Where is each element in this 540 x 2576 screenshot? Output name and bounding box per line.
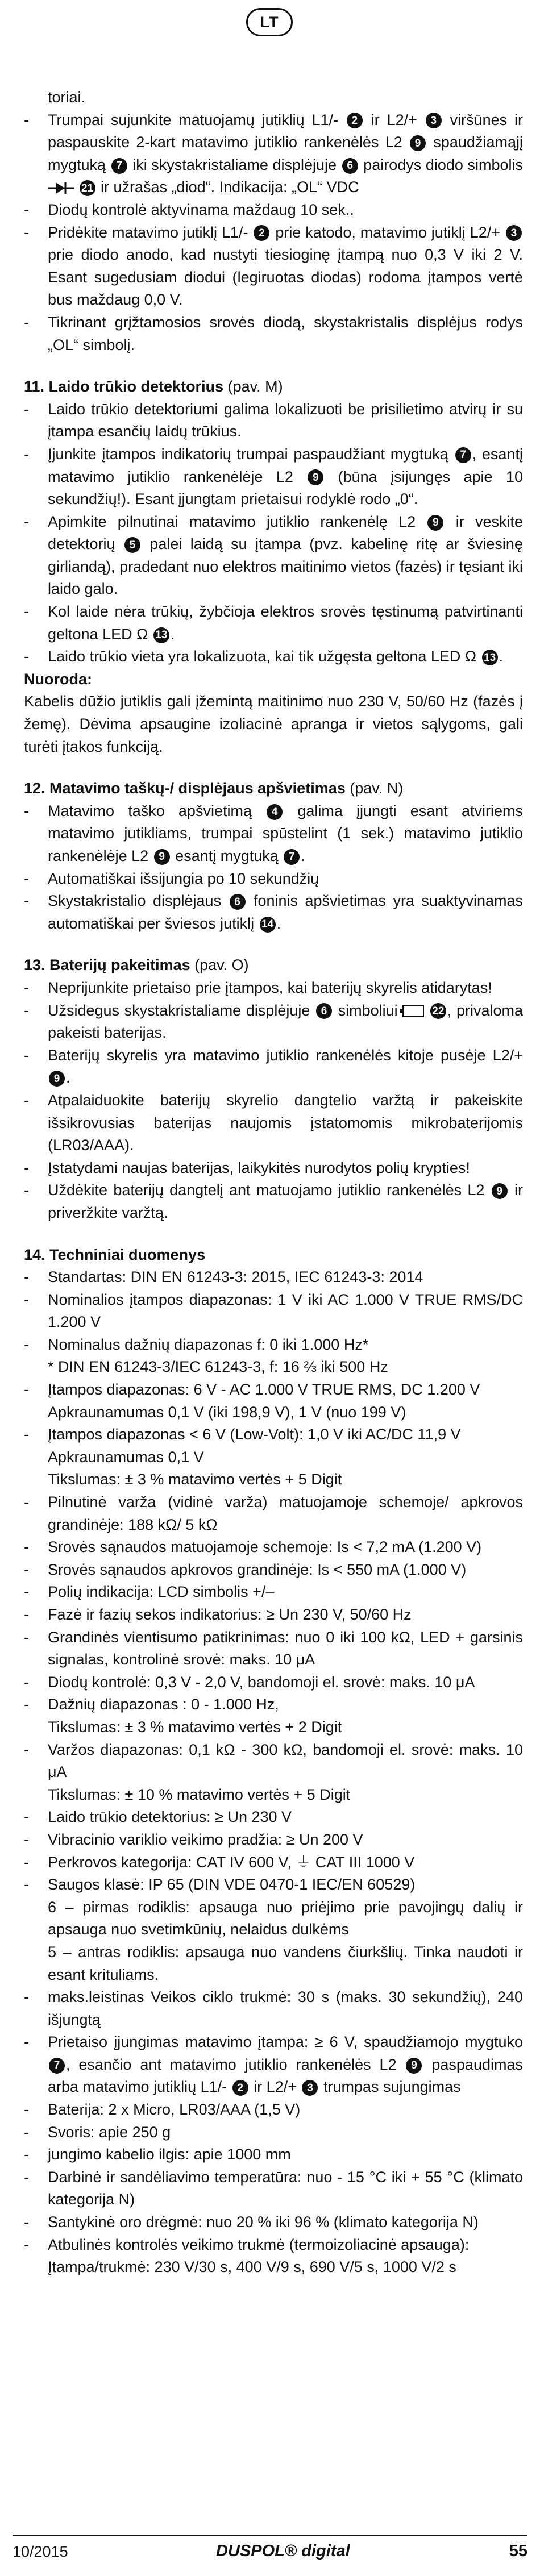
spec-item (24, 1424, 523, 1446)
text: . (499, 648, 504, 665)
text: prie diodo anodo, kad nustyti tiesioginę įtampą nuo 0,3 V iki 2 V. Esant sugedusiam diodui (legiruotas diodas) rodoma įtampos vertė bus maždaug 0,0 V. (48, 246, 523, 309)
spec-text: maks.leistinas Veikos ciklo trukmė: 30 s (maks. 30 sekundžių), 240 išjungtą (48, 1988, 523, 2028)
text: pairodys diodo simbolis (363, 156, 523, 173)
manual-content (24, 86, 523, 2279)
marker-9: 9 (427, 515, 443, 531)
spec-item (24, 1491, 523, 1536)
note-title: Nuoroda: (24, 670, 92, 688)
text: Laido trūkio vieta yra lokalizuota, kai tik užgęsta geltona LED Ω (48, 648, 477, 665)
spec-text: Prietaiso įjungimas matavimo įtampa: ≥ 6 V, spaudžiamojo mygtuko (48, 2033, 523, 2051)
list-item (24, 800, 523, 868)
marker-7: 7 (49, 2058, 65, 2074)
marker-9: 9 (308, 469, 323, 485)
spec-text: * DIN EN 61243-3/IEC 61243-3, f: 16 ⅔ iki 500 Hz (48, 1358, 388, 1376)
spec-item (24, 2234, 523, 2257)
spec-item (24, 1266, 523, 1289)
marker-13: 13 (153, 627, 169, 643)
text: galima įjungti esant atviriems matavimo jutikliams, trumpai spūstelint (1 sek.) matavimo jutiklio rankenėlėje L2 (48, 802, 523, 864)
text: ir veskite detektorių (48, 513, 523, 553)
spec-item (24, 1468, 523, 1491)
list-item (24, 601, 523, 646)
spec-item (24, 2166, 523, 2211)
diode-icon (48, 181, 74, 195)
text: simboliui (338, 1001, 398, 1019)
section-title-12 (24, 777, 523, 800)
text: Trumpai sujunkite matuojamų jutiklių L1/- (48, 111, 339, 128)
spec-text: Grandinės vientisumo patikrinimas: nuo 0 iki 100 kΩ, LED + garsinis signalas, kontrolinė srovė: maks. 10 μA (48, 1628, 523, 1668)
text: ir užrašas „diod“. Indikacija: „OL“ VDC (101, 178, 359, 196)
text: , privaloma pakeisti baterijas. (48, 1001, 523, 1042)
spec-text: Darbinė ir sandėliavimo temperatūra: nuo - 15 °C iki + 55 °C (klimato kategorija N) (48, 2168, 523, 2208)
spec-text: ir L2/+ (254, 2078, 297, 2096)
spec-text: Apkraunamumas 0,1 V (iki 198,9 V), 1 V (nuo 199 V) (48, 1403, 406, 1421)
spec-item (24, 2256, 523, 2279)
spec-text: Atbulinės kontrolės veikimo trukmė (termoizoliacinė apsauga): (48, 2236, 470, 2253)
spec-item (24, 1739, 523, 1784)
text: Matavimo taško apšvietimą (48, 802, 252, 819)
spec-list (24, 1266, 523, 2279)
text: Įjunkite įtampos indikatorių trumpai paspaudžiant mygtuką (48, 445, 448, 463)
page-footer (0, 2532, 540, 2576)
spec-item (24, 1986, 523, 2031)
marker-4: 4 (267, 804, 283, 820)
title-text: 13. Baterijų pakeitimas (24, 956, 190, 974)
spec-text: Pilnutinė varža (vidinė varža) matuojamoje schemoje/ apkrovos grandinėje: 188 kΩ/ 5 kΩ (48, 1493, 523, 1533)
marker-9: 9 (492, 1183, 508, 1199)
title-text: 11. Laido trūkio detektorius (24, 378, 224, 396)
spec-text: Įtampa/trukmė: 230 V/30 s, 400 V/9 s, 690 V/5 s, 1000 V/2 s (48, 2258, 456, 2276)
text: Baterijų skyrelis yra matavimo jutiklio rankenėlės kitoje pusėje L2/+ (48, 1046, 523, 1064)
spec-item (24, 1671, 523, 1694)
section-title-14 (24, 1244, 523, 1267)
marker-6: 6 (316, 1003, 332, 1019)
spec-text: Tikslumas: ± 10 % matavimo vertės + 5 Digit (48, 1786, 351, 1803)
spec-text: Įtampos diapazonas: 6 V - AC 1.000 V TRUE RMS, DC 1.200 V (48, 1381, 480, 1399)
text: spaudžiamąjį mygtuką (48, 134, 523, 173)
spec-text: Santykinė oro drėgmė: nuo 20 % iki 96 % (klimato kategorija N) (48, 2213, 479, 2231)
marker-2: 2 (232, 2080, 248, 2096)
title-text: 12. Matavimo taškų-/ displėjaus apšvietimas (24, 780, 346, 797)
spec-text: jungimo kabelio ilgis: apie 1000 mm (48, 2146, 291, 2163)
list-item (24, 646, 523, 668)
text: . (301, 847, 305, 864)
list-item (24, 443, 523, 511)
spec-item (24, 2031, 523, 2099)
text: Užsidegus skystakristaliame displėjuje (48, 1001, 310, 1019)
spec-text: Vibracinio variklio veikimo pradžia: ≥ Un 200 V (48, 1830, 363, 1848)
marker-6: 6 (342, 158, 358, 174)
footer-rule (13, 2535, 527, 2536)
spec-item (24, 1289, 523, 1334)
section-title-13 (24, 954, 523, 977)
marker-2: 2 (347, 113, 363, 128)
marker-21: 21 (80, 180, 95, 196)
list-item: - Laido trūkio detektoriumi galima lokalizuoti be prisilietimo atvirų ir su įtampa esančių laidų trūkius. (24, 398, 523, 443)
figure-ref: (pav. N) (350, 780, 404, 797)
text: ir priveržkite varžtą. (48, 1181, 523, 1221)
spec-text: Apkraunamumas 0,1 V (48, 1448, 204, 1466)
spec-item (24, 1806, 523, 1829)
list-item (24, 1179, 523, 1224)
marker-5: 5 (124, 537, 140, 553)
marker-7: 7 (455, 447, 471, 463)
text: palei laidą su įtampa (pvz. kabelinę ritę ar šviesinę girliandą), pradedant nuo elektros maitinimo vietos (fazės) ir tęsiant iki laido galo. (48, 535, 523, 598)
spec-text: Perkrovos kategorija: CAT IV 600 V, ⏚ CAT III 1000 V (48, 1853, 415, 1871)
spec-item (24, 2211, 523, 2234)
spec-item (24, 1896, 523, 1941)
text: . (170, 625, 175, 643)
list-item: - Atpalaiduokite baterijų skyrelio dangtelio varžtą ir pakeiskite išsikrovusias baterijas naujomis įstatomomis mikrobaterijomis (LR03/AAA). (24, 1089, 523, 1157)
list-item: - Automatiškai išsijungia po 10 sekundžių (24, 868, 523, 890)
text: foninis apšvietimas yra suaktyvinamas automatiškai per šviesos jutiklį (48, 892, 523, 932)
spec-item (24, 1356, 523, 1379)
spec-item (24, 2099, 523, 2121)
marker-9: 9 (49, 1071, 65, 1087)
spec-item (24, 1536, 523, 1559)
marker-13: 13 (482, 650, 498, 665)
spec-text: paspaudimas arba matavimo jutiklių L1/- (48, 2055, 523, 2096)
list-item (24, 109, 523, 199)
text: (būna įsijungęs apie 10 sekundžių!). Esant įjungtam prietaisui rodyklė rodo „0“. (48, 468, 523, 508)
marker-14: 14 (260, 917, 276, 933)
battery-icon (402, 1005, 424, 1017)
text: ir L2/+ (371, 111, 417, 128)
spec-text: 6 – pirmas rodiklis: apsauga nuo priėjimo prie pavojingų dalių ir apsauga nuo svetimkūnių, nelaidus dulkėms (48, 1898, 523, 1938)
language-badge: LT (246, 8, 293, 36)
spec-item (24, 1829, 523, 1851)
list-item (24, 1044, 523, 1089)
spec-text: Saugos klasė: IP 65 (DIN VDE 0470-1 IEC/EN 60529) (48, 1876, 416, 1893)
spec-item (24, 1401, 523, 1424)
text: viršūnes ir paspauskite 2-kart matavimo jutiklio rankenėlės L2 (48, 111, 523, 151)
spec-item (24, 1716, 523, 1739)
section-title-11 (24, 376, 523, 398)
spec-item (24, 1626, 523, 1671)
spec-text: Tikslumas: ± 3 % matavimo vertės + 5 Digit (48, 1471, 342, 1488)
spec-item (24, 2121, 523, 2144)
list-item (24, 890, 523, 935)
spec-item (24, 1446, 523, 1469)
marker-9: 9 (406, 2058, 422, 2074)
marker-3: 3 (426, 113, 442, 128)
spec-text: Įtampos diapazonas < 6 V (Low-Volt): 1,0 V iki AC/DC 11,9 V (48, 1426, 461, 1443)
spec-text: trumpas sujungimas (323, 2078, 461, 2096)
footer-brand: DUSPOL® digital (216, 2542, 350, 2560)
list-item: - Tikrinant grįžtamosios srovės diodą, skystakristalis displėjus rodys „OL“ simbolį. (24, 311, 523, 356)
marker-2: 2 (254, 225, 269, 241)
list-item (24, 1000, 523, 1044)
text: , esantį matavimo jutiklio rankenėlėje L2 (48, 445, 523, 485)
text: . (66, 1069, 70, 1087)
list-item (24, 511, 523, 601)
text: Apimkite pilnutinai matavimo jutiklio rankenėlę L2 (48, 513, 416, 530)
spec-item (24, 1784, 523, 1807)
spec-text: Nominalios įtampos diapazonas: 1 V iki AC 1.000 V TRUE RMS/DC 1.200 V (48, 1291, 523, 1331)
text: esantį mygtuką (175, 847, 279, 864)
spec-text: Varžos diapazonas: 0,1 kΩ - 300 kΩ, bandomoji el. srovė: maks. 10 μA (48, 1741, 523, 1781)
spec-text: Svoris: apie 250 g (48, 2123, 171, 2141)
spec-item (24, 1379, 523, 1401)
text: Uždėkite baterijų dangtelį ant matuojamo jutiklio rankenėlės L2 (48, 1181, 485, 1199)
marker-3: 3 (302, 2080, 318, 2096)
figure-ref: (pav. M) (227, 378, 283, 396)
marker-9: 9 (154, 849, 170, 865)
spec-text: Diodų kontrolė: 0,3 V - 2,0 V, bandomoji el. srovė: maks. 10 μA (48, 1673, 475, 1691)
marker-6: 6 (230, 894, 246, 910)
page-number: 55 (509, 2542, 527, 2560)
spec-text: Srovės sąnaudos apkrovos grandinėje: Is < 550 mA (1.000 V) (48, 1560, 467, 1578)
marker-3: 3 (506, 225, 522, 241)
spec-text: Nominalus dažnių diapazonas f: 0 iki 1.000 Hz* (48, 1335, 369, 1353)
spec-text: Fazė ir fazių sekos indikatorius: ≥ Un 230 V, 50/60 Hz (48, 1606, 412, 1623)
text: Skystakristalio displėjaus (48, 892, 222, 910)
spec-item (24, 1874, 523, 1896)
spec-text: , esančio ant matavimo jutiklio rankenėlės L2 (66, 2055, 397, 2073)
text: Kol laide nėra trūkių, žybčioja elektros srovės tęstinumą patvirtinanti geltona LED Ω (48, 603, 523, 643)
spec-text: Polių indikacija: LCD simbolis +/– (48, 1583, 275, 1601)
spec-text: Standartas: DIN EN 61243-3: 2015, IEC 61243-3: 2014 (48, 1268, 423, 1286)
text: . (276, 914, 281, 932)
spec-item (24, 1604, 523, 1626)
spec-text: Dažnių diapazonas : 0 - 1.000 Hz, (48, 1696, 279, 1713)
list-item: - Įstatydami naujas baterijas, laikykitės nurodytos polių krypties! (24, 1157, 523, 1180)
marker-9: 9 (410, 135, 426, 151)
spec-item (24, 1693, 523, 1716)
text: iki skystakristaliame displėjuje (132, 156, 337, 173)
spec-text: 5 – antras rodiklis: apsauga nuo vandens čiurkšlių. Tinka naudoti ir esant krituliams. (48, 1943, 523, 1983)
text: prie katodo, matavimo jutiklį L2/+ (275, 223, 501, 241)
title-text: 14. Techniniai duomenys (24, 1246, 206, 1263)
spec-item (24, 1334, 523, 1356)
marker-7: 7 (284, 849, 300, 865)
spec-text: Srovės sąnaudos matuojamoje schemoje: Is < 7,2 mA (1.200 V) (48, 1538, 482, 1556)
text: Pridėkite matavimo jutiklį L1/- (48, 223, 248, 241)
list-item: - Neprijunkite prietaiso prie įtampos, kai baterijų skyrelis atidarytas! (24, 977, 523, 1000)
spec-text: Baterija: 2 x Micro, LR03/AAA (1,5 V) (48, 2101, 301, 2119)
continued-line: toriai. (48, 89, 86, 106)
marker-7: 7 (111, 158, 127, 174)
footer-date: 10/2015 (13, 2543, 68, 2560)
list-item (24, 222, 523, 311)
spec-text: Tikslumas: ± 3 % matavimo vertės + 2 Digit (48, 1718, 342, 1736)
spec-item (24, 1941, 523, 1986)
spec-item (24, 1851, 523, 1874)
list-item: - Diodų kontrolė aktyvinama maždaug 10 sek.. (24, 199, 523, 222)
spec-item (24, 1581, 523, 1604)
spec-text: Laido trūkio detektorius: ≥ Un 230 V (48, 1808, 292, 1826)
figure-ref: (pav. O) (194, 956, 249, 974)
marker-22: 22 (430, 1003, 446, 1019)
note-text: Kabelis dūžio jutiklis gali įžemintą maitinimo nuo 230 V, 50/60 Hz (fazės į žemę). Dėvima apsaugine izoliacinė apranga ir vietos sąlygoms, gali turėti įtakos funkciją. (24, 693, 523, 755)
spec-item (24, 2144, 523, 2166)
spec-item (24, 1559, 523, 1582)
